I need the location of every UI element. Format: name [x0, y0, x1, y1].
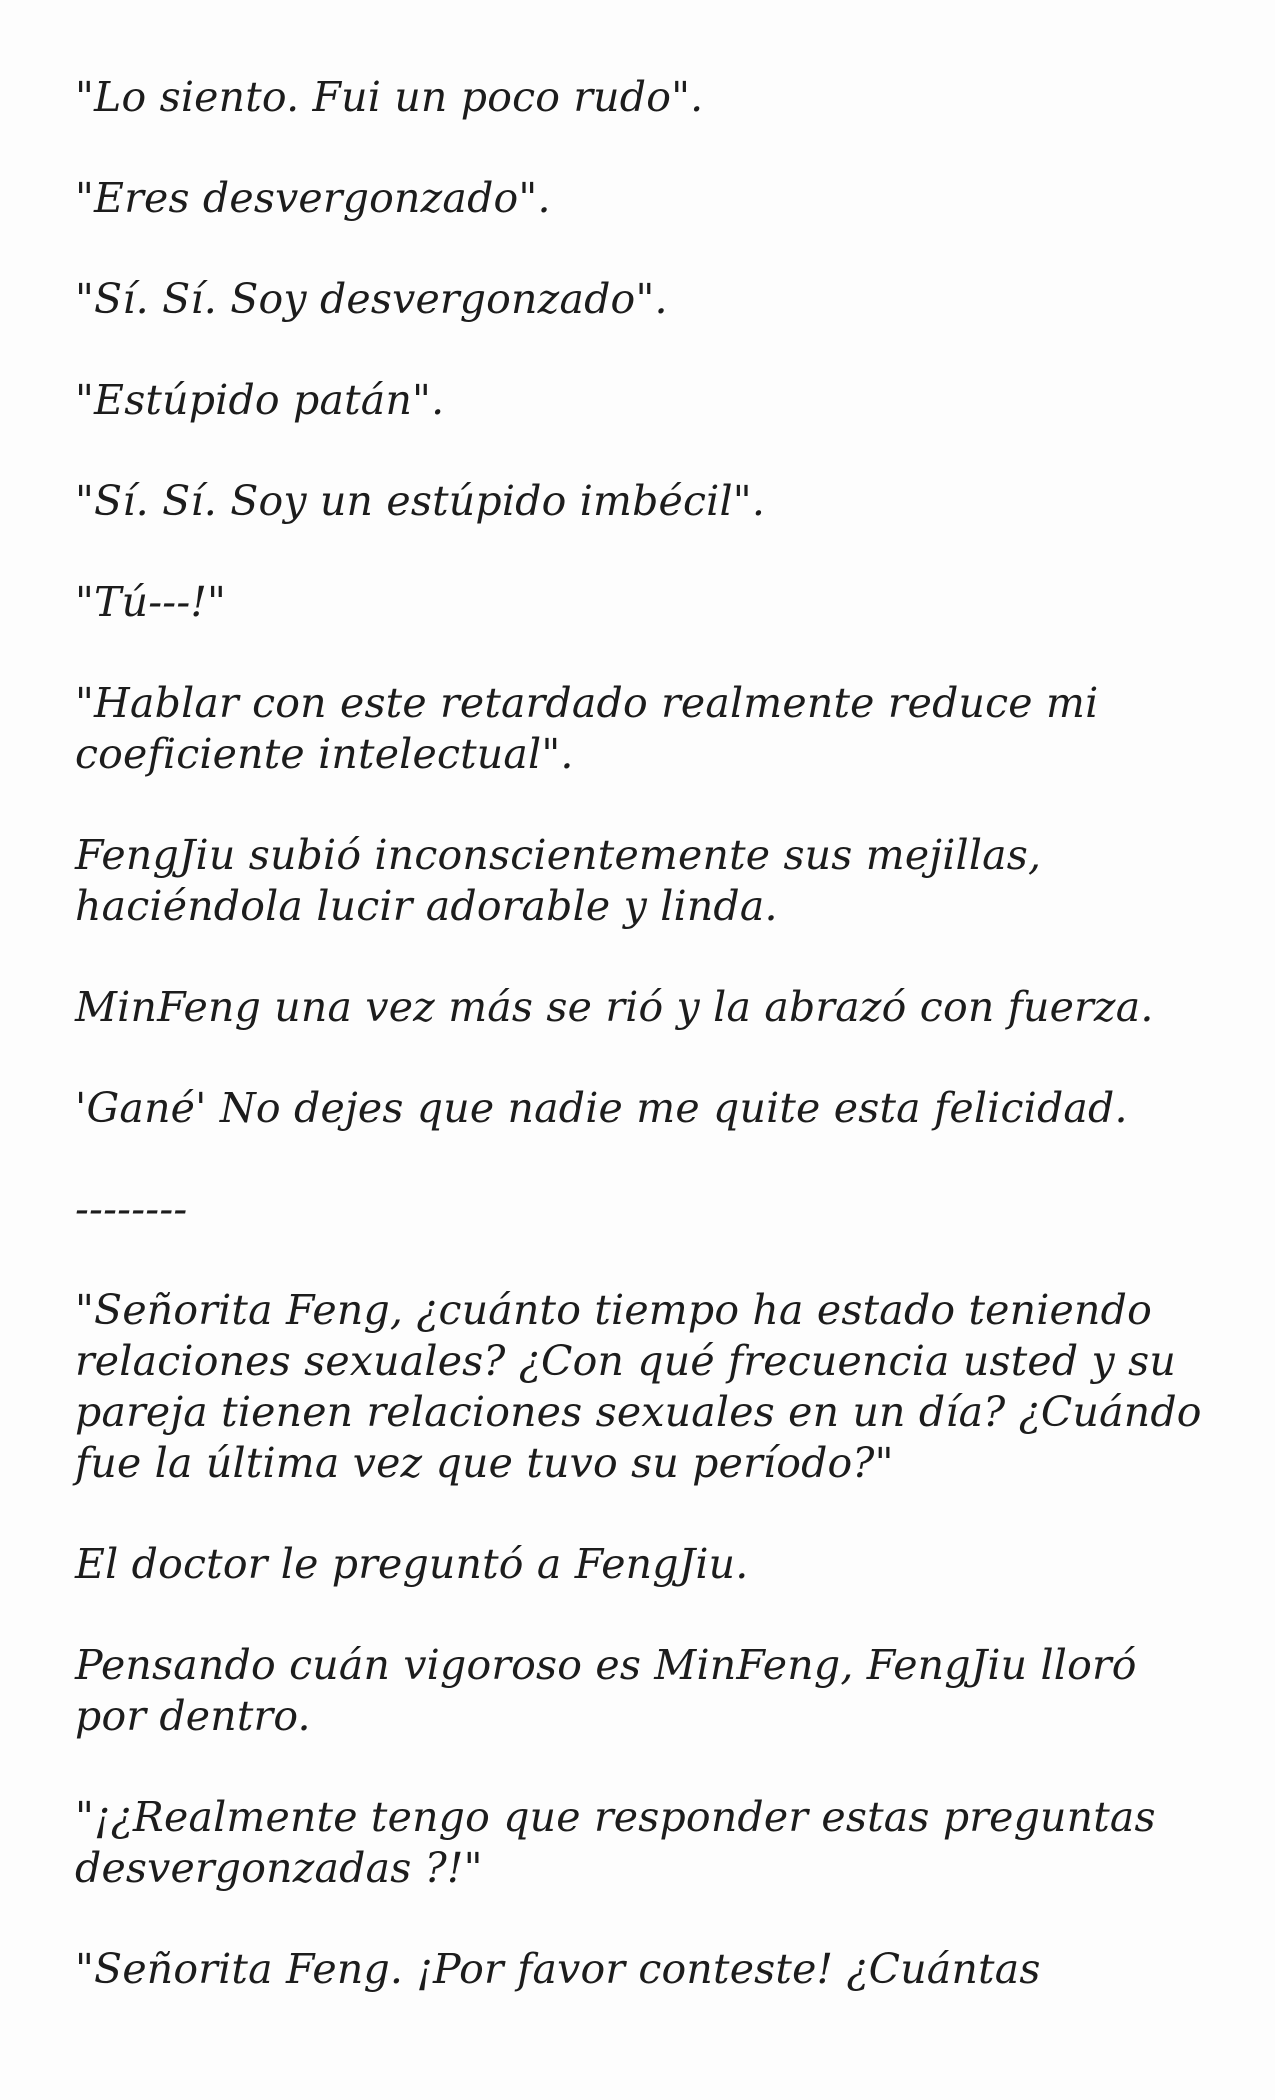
paragraph: "¡¿Realmente tengo que responder estas preguntas desvergonzadas ?!" [75, 1793, 1156, 1892]
paragraph: "Sí. Sí. Soy desvergonzado". [75, 275, 668, 323]
paragraph: 'Gané' No dejes que nadie me quite esta felicidad. [75, 1084, 1128, 1132]
paragraph: "Sí. Sí. Soy un estúpido imbécil". [75, 477, 766, 525]
paragraph: El doctor le preguntó a FengJiu. [75, 1540, 749, 1588]
paragraph: "Estúpido patán". [75, 376, 445, 424]
paragraph: "Lo siento. Fui un poco rudo". [75, 73, 704, 121]
story-text [75, 72, 1215, 2045]
paragraph: "Señorita Feng, ¿cuánto tiempo ha estado teniendo relaciones sexuales? ¿Con qué frecuencia usted y su pareja tienen relaciones sexuales en un día? ¿Cuándo fue la última vez que tuvo su período?" [75, 1286, 1202, 1487]
paragraph: "Tú---!" [75, 578, 227, 626]
section-divider: -------- [75, 1185, 188, 1233]
paragraph: "Hablar con este retardado realmente reduce mi coeficiente intelectual". [75, 679, 1099, 778]
paragraph: "Señorita Feng. ¡Por favor conteste! ¿Cuántas [75, 1945, 1041, 1993]
paragraph: "Eres desvergonzado". [75, 174, 551, 222]
paragraph: Pensando cuán vigoroso es MinFeng, FengJiu lloró por dentro. [75, 1641, 1137, 1740]
paragraph: FengJiu subió inconscientemente sus mejillas, haciéndola lucir adorable y linda. [75, 831, 1042, 930]
paragraph: MinFeng una vez más se rió y la abrazó con fuerza. [75, 983, 1154, 1031]
